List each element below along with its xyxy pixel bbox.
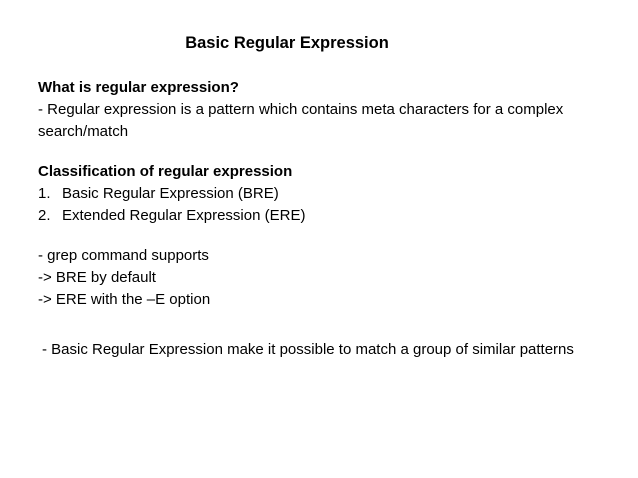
what-is-heading: What is regular expression? bbox=[38, 79, 239, 96]
grep-section bbox=[38, 245, 210, 311]
list-item-number: 1. bbox=[38, 185, 51, 202]
grep-line: - grep command supports bbox=[38, 247, 209, 264]
list-item bbox=[38, 183, 305, 205]
classification-list bbox=[38, 183, 305, 227]
classification-section bbox=[38, 161, 305, 227]
list-item-number: 2. bbox=[38, 207, 51, 224]
what-is-section bbox=[38, 77, 618, 143]
list-item-label: Extended Regular Expression (ERE) bbox=[62, 207, 306, 224]
list-item-label: Basic Regular Expression (BRE) bbox=[62, 185, 279, 202]
slide-title: Basic Regular Expression bbox=[185, 34, 389, 52]
what-is-description: - Regular expression is a pattern which contains meta characters for a complex search/match bbox=[38, 101, 564, 140]
grep-line: -> ERE with the –E option bbox=[38, 291, 211, 308]
grep-line: -> BRE by default bbox=[38, 269, 156, 286]
bre-note: - Basic Regular Expression make it possible to match a group of similar patterns bbox=[42, 341, 574, 358]
classification-heading: Classification of regular expression bbox=[38, 163, 293, 180]
list-item bbox=[38, 205, 305, 227]
